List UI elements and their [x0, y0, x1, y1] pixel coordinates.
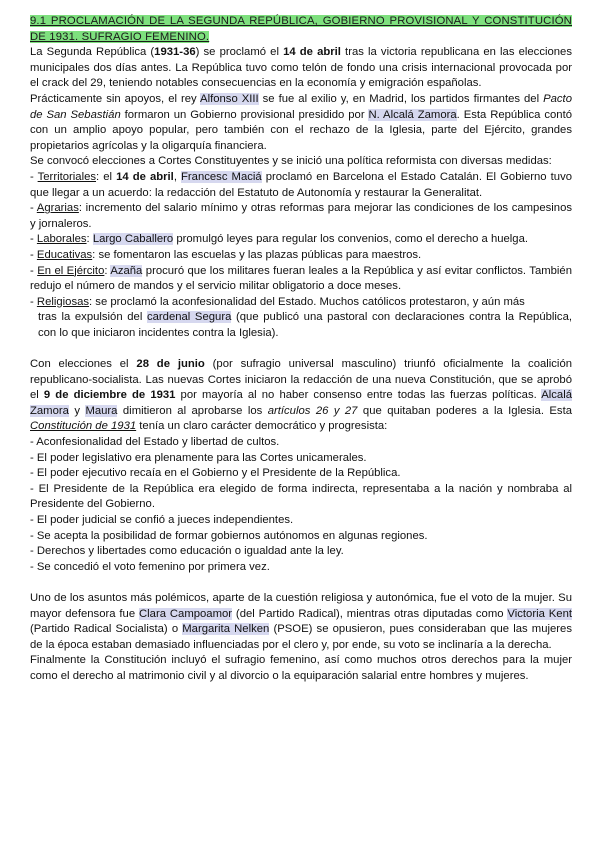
constitution-point: - El poder ejecutivo recaía en el Gobierno y el Presidente de la República. [30, 467, 401, 480]
intro-paragraph: La Segunda República (1931-36) se proclamó el 14 de abril tras la victoria republicana en las elecciones municipales dos días antes. La República tuvo como telón de fondo una crisis internacional provocada por el crack del 29, teniendo notables consecuencias en la economía y emigración españolas. [30, 46, 572, 90]
reform-label: Educativas [36, 248, 93, 261]
constitution-paragraph: Con elecciones el 28 de junio (por sufragio universal masculino) triunfó oficialmente la coalición republicano-socialista. Las nuevas Cortes iniciaron la redacción de una nueva Constitución, que se aprobó el 9 de diciembre de 1931 por mayoría al no haber consenso entre todas las fuerzas políticas. Alcalá Zamora y Maura dimitieron al aprobarse los artículos 26 y 27 que quitaban poderes a la Iglesia. Esta Constitución de 1931 tenía un claro carácter democrático y progresista: [30, 358, 573, 433]
constitution-point: - Aconfesionalidad del Estado y libertad de cultos. [30, 436, 280, 449]
proclamation-date: 14 de abril [283, 46, 341, 59]
reform-label: Agrarias [36, 202, 79, 215]
highlight-margarita-nelken: Margarita Nelken [182, 623, 270, 636]
highlight-largo-caballero: Largo Caballero [92, 233, 174, 246]
section-title: 9.1 PROCLAMACIÓN DE LA SEGUNDA REPÚBLICA, GOBIERNO PROVISIONAL Y CONSTITUCIÓN DE 1931. SUFRAGIO FEMENINO. [30, 15, 572, 43]
reform-label: Territoriales [37, 170, 97, 183]
constitution-point: - El poder legislativo era plenamente para las Cortes unicamerales. [30, 451, 367, 464]
reform-agrarias: - Agrarias: incremento del salario mínimo y otras reformas para mejorar las condiciones de los campesinos y jornaleros. [30, 202, 572, 230]
reform-label: Religiosas [36, 295, 90, 308]
reforms-intro: Se convocó elecciones a Cortes Constituyentes y se inició una política reformista con diversas medidas: [30, 155, 552, 168]
womens-vote-paragraph: Uno de los asuntos más polémicos, aparte de la cuestión religiosa y autonómica, fue el voto de la mujer. Su mayor defensora fue Clara Campoamor (del Partido Radical), mientras otras diputadas como Victoria Kent (Partido Radical Socialista) o Margarita Nelken (PSOE) se opusieron, pues consideraban que las mujeres de la época estaban demasiado influenciadas por el clero y, por ende, su voto se inclinaría a la derecha. [30, 591, 572, 651]
highlight-francesc-macia: Francesc Maciá [181, 170, 262, 183]
highlight-maura: Maura [85, 404, 118, 417]
provisional-government-paragraph: Prácticamente sin apoyos, el rey Alfonso XIII se fue al exilio y, en Madrid, los partidos firmantes del Pacto de San Sebastián formaron un Gobierno provisional presidido por N. Alcalá Zamora. Esta República contó con un amplio apoyo popular, pero también con el rechazo de la Iglesia, parte del Ejército, grandes propietarios agrícolas y la oligarquía financiera. [30, 92, 572, 152]
period-dates: 1931-36 [154, 46, 196, 59]
pacto-san-sebastian: Pacto de San Sebastián [30, 92, 572, 121]
reform-ejercito: - En el Ejército: Azaña procuró que los militares fueran leales a la República y así evitar conflictos. También redujo el número de mandos y el servicio militar obligatorio a doce meses. [30, 264, 572, 293]
constitution-point: - El poder judicial se confió a jueces independientes. [30, 514, 294, 526]
highlight-victoria-kent: Victoria Kent [507, 607, 572, 620]
highlight-alcala-zamora: N. Alcalá Zamora [368, 108, 457, 121]
articulos-26-27: artículos 26 y 27 [267, 404, 358, 417]
highlight-alfonso-xiii: Alfonso XIII [200, 92, 259, 105]
reform-educativas: - Educativas: se fomentaron las escuelas y las plazas públicas para maestros. [30, 248, 422, 261]
highlight-alcala-zamora-2: Alcalá Zamora [30, 389, 572, 417]
paragraph-gap [30, 341, 572, 357]
reform-territoriales: - Territoriales: el 14 de abril, Francesc Maciá proclamó en Barcelona el Estado Catalán. El Gobierno tuvo que llegar a un acuerdo: la redacción del Estatuto de Autonomía y restaurar la Generalitat. [30, 170, 573, 199]
reform-religiosas: - Religiosas: se proclamó la aconfesionalidad del Estado. Muchos católicos protestaron, y aún más [30, 295, 525, 308]
highlight-azana: Azaña [110, 264, 143, 277]
constitucion-1931: Constitución de 1931 [30, 420, 137, 433]
reform-religiosas-continued: tras la expulsión del cardenal Segura (que publicó una pastoral con declaraciones contra la República, con lo que iniciaron incidentes contra la Iglesia). [38, 311, 572, 339]
constitution-point: - El Presidente de la República era elegido de forma indirecta, representaba a la nación y nombraba al Presidente del Gobierno. [30, 482, 572, 511]
section-heading [30, 14, 572, 45]
constitution-point: - Se acepta la posibilidad de formar gobiernos autónomos en algunas regiones. [30, 529, 428, 542]
conclusion-paragraph: Finalmente la Constitución incluyó el sufragio femenino, así como muchos otros derechos para la mujer como el derecho al matrimonio civil y al divorcio o la equiparación salarial entre hombres y mujeres. [30, 654, 572, 682]
constitution-point: - Derechos y libertades como educación o igualdad ante la ley. [30, 545, 344, 558]
document-page [30, 14, 572, 685]
reform-laborales: - Laborales: Largo Caballero promulgó leyes para regular los convenios, como el derecho a huelga. [30, 233, 529, 246]
highlight-cardenal-segura: cardenal Segura [146, 311, 232, 324]
highlight-clara-campoamor: Clara Campoamor [139, 607, 233, 620]
reform-label: En el Ejército [37, 264, 105, 277]
reform-label: Laborales [36, 233, 87, 246]
constitution-point: - Se concedió el voto femenino por primera vez. [30, 560, 270, 573]
paragraph-gap [30, 575, 572, 591]
